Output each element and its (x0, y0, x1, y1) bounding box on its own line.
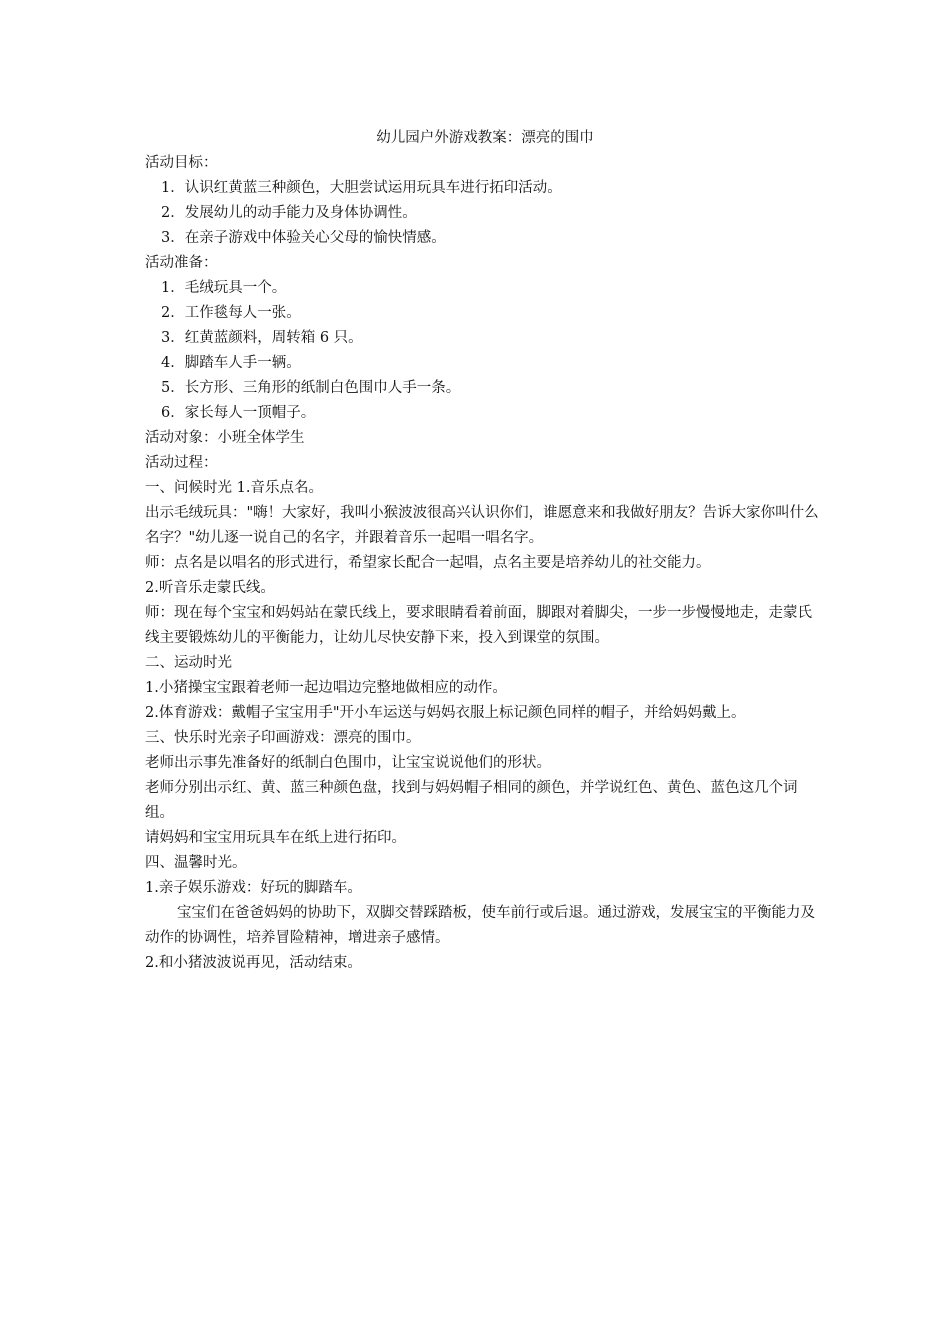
document-title: 幼儿园户外游戏教案：漂亮的围巾 (376, 130, 594, 146)
prep-heading: 活动准备： (145, 255, 218, 271)
document-body (145, 126, 825, 976)
section-4-paragraph: 1.亲子娱乐游戏：好玩的脚踏车。 (145, 880, 362, 896)
goal-item: 3．在亲子游戏中体验关心父母的愉快情感。 (161, 230, 446, 246)
section-1-paragraph: 2.听音乐走蒙氏线。 (145, 580, 275, 596)
goals-heading: 活动目标： (145, 155, 218, 171)
section-2-title: 二、运动时光 (145, 655, 232, 671)
section-1-paragraph: 师：现在每个宝宝和妈妈站在蒙氏线上，要求眼睛看着前面，脚跟对着脚尖，一步一步慢慢地走，走蒙氏线主要锻炼幼儿的平衡能力，让幼儿尽快安静下来，投入到课堂的氛围。 (145, 605, 812, 646)
section-4-title: 四、温馨时光。 (145, 855, 247, 871)
section-3-paragraph: 老师分别出示红、黄、蓝三种颜色盘，找到与妈妈帽子相同的颜色，并学说红色、黄色、蓝色这几个词组。 (145, 780, 798, 821)
section-2-paragraph: 1.小猪操宝宝跟着老师一起边唱边完整地做相应的动作。 (145, 680, 507, 696)
section-1-paragraph: 出示毛绒玩具："嗨！大家好，我叫小猴波波很高兴认识你们，谁愿意来和我做好朋友？告诉大家你叫什么名字？"幼儿逐一说自己的名字，并跟着音乐一起唱一唱名字。 (145, 505, 819, 546)
goal-item: 2．发展幼儿的动手能力及身体协调性。 (161, 205, 417, 221)
prep-item: 2．工作毯每人一张。 (161, 305, 301, 321)
section-3-paragraph: 请妈妈和宝宝用玩具车在纸上进行拓印。 (145, 830, 406, 846)
section-1-paragraph: 师：点名是以唱名的形式进行，希望家长配合一起唱，点名主要是培养幼儿的社交能力。 (145, 555, 711, 571)
prep-item: 3．红黄蓝颜料，周转箱 6 只。 (161, 330, 363, 346)
goal-item: 1．认识红黄蓝三种颜色，大胆尝试运用玩具车进行拓印活动。 (161, 180, 562, 196)
prep-item: 1．毛绒玩具一个。 (161, 280, 287, 296)
prep-item: 5．长方形、三角形的纸制白色围巾人手一条。 (161, 380, 461, 396)
section-2-paragraph: 2.体育游戏：戴帽子宝宝用手"开小车运送与妈妈衣服上标记颜色同样的帽子，并给妈妈戴上。 (145, 705, 746, 721)
section-4-paragraph: 2.和小猪波波说再见，活动结束。 (145, 955, 362, 971)
process-heading: 活动过程： (145, 455, 218, 471)
section-1-title: 一、问候时光 1.音乐点名。 (145, 480, 323, 496)
prep-item: 4．脚踏车人手一辆。 (161, 355, 301, 371)
prep-item: 6．家长每人一顶帽子。 (161, 405, 316, 421)
section-3-title: 三、快乐时光亲子印画游戏：漂亮的围巾。 (145, 730, 421, 746)
section-4-paragraph: 宝宝们在爸爸妈妈的协助下，双脚交替踩踏板，使车前行或后退。通过游戏，发展宝宝的平衡能力及动作的协调性，培养冒险精神，增进亲子感情。 (145, 905, 815, 946)
activity-target: 活动对象：小班全体学生 (145, 430, 305, 446)
section-3-paragraph: 老师出示事先准备好的纸制白色围巾，让宝宝说说他们的形状。 (145, 755, 551, 771)
